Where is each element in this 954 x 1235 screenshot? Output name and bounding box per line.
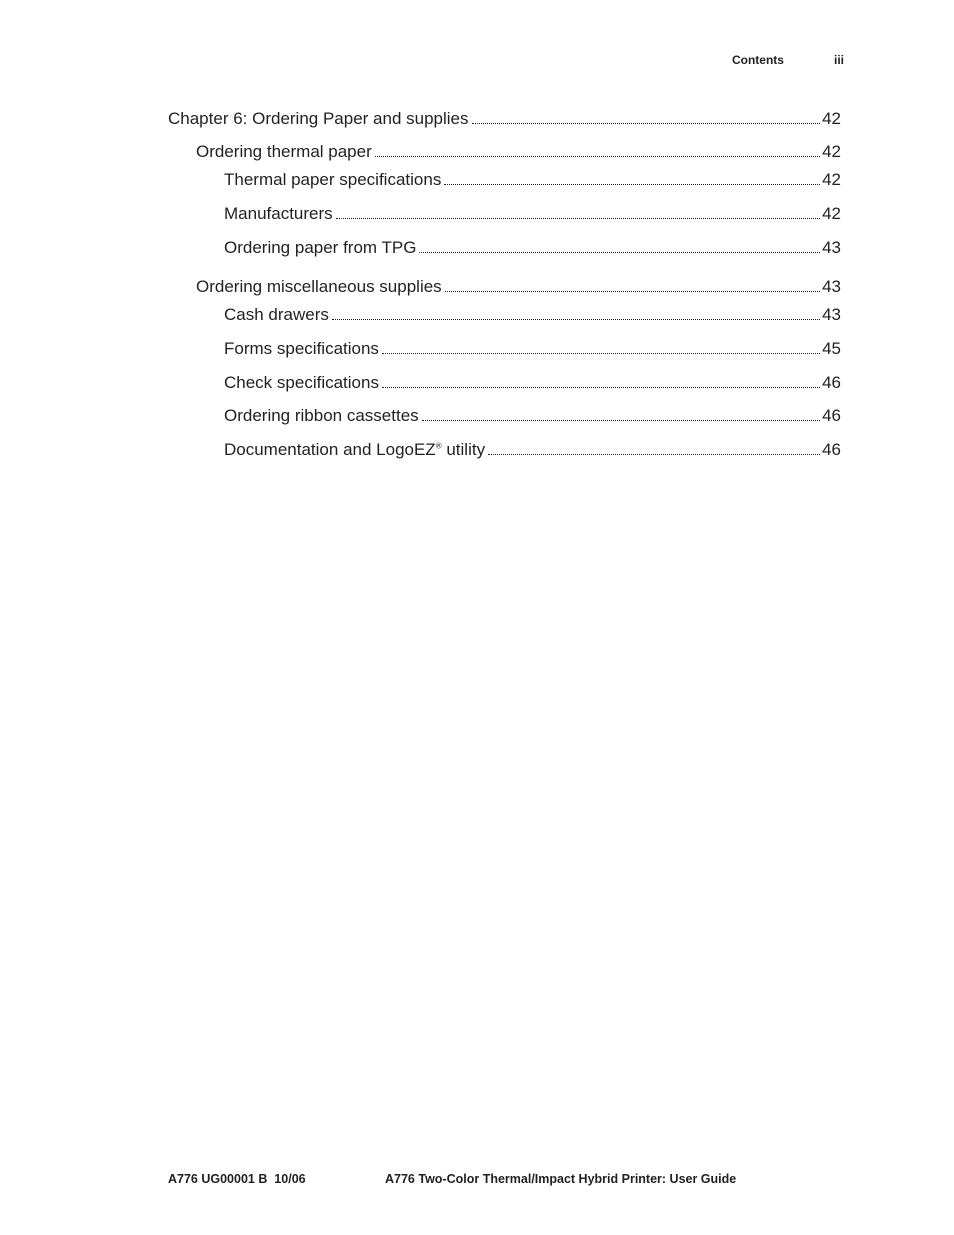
toc-entry-label: Ordering ribbon cassettes	[224, 406, 419, 425]
toc-entry-ordering-paper-from-tpg[interactable]	[224, 237, 841, 259]
toc-dot-leader	[419, 252, 820, 253]
toc-entry-page: 43	[822, 277, 841, 296]
toc-entry-page: 46	[822, 406, 841, 425]
toc-entry-page: 42	[822, 109, 841, 128]
toc-entry-label: Chapter 6: Ordering Paper and supplies	[168, 109, 469, 128]
running-footer	[168, 1172, 737, 1186]
running-header	[732, 53, 844, 67]
toc-entry-ordering-miscellaneous-supplies[interactable]	[196, 276, 841, 298]
toc-entry-ordering-ribbon-cassettes[interactable]	[224, 405, 841, 427]
toc-entry-label: Thermal paper specifications	[224, 170, 442, 189]
toc-entry-ordering-thermal-paper[interactable]	[196, 141, 841, 163]
header-page-number: iii	[833, 53, 844, 67]
toc-entry-manufacturers[interactable]	[224, 203, 841, 225]
toc-dot-leader	[375, 156, 820, 157]
toc-dot-leader	[444, 184, 820, 185]
toc-entry-page: 45	[822, 339, 841, 358]
toc-entry-label: Ordering miscellaneous supplies	[196, 277, 442, 296]
toc-dot-leader	[382, 353, 820, 354]
toc-entry-label: Manufacturers	[224, 204, 333, 223]
footer-doc-title: A776 Two-Color Thermal/Impact Hybrid Printer: User Guide	[385, 1172, 737, 1186]
toc-entry-label: Cash drawers	[224, 305, 329, 324]
toc-entry-page: 46	[822, 440, 841, 459]
toc-entry-label: Ordering paper from TPG	[224, 238, 417, 257]
toc-entry-label-main: Documentation and LogoEZ	[224, 440, 436, 459]
toc-entry-label: Forms specifications	[224, 339, 379, 358]
toc-dot-leader	[382, 387, 820, 388]
toc-entry-page: 46	[822, 373, 841, 392]
footer-doc-code: A776 UG00001 B 10/06	[168, 1172, 306, 1186]
toc-entry-cash-drawers[interactable]	[224, 304, 841, 326]
toc-entry-thermal-paper-specifications[interactable]	[224, 169, 841, 191]
registered-mark: ®	[435, 441, 442, 451]
toc-dot-leader	[336, 218, 820, 219]
toc-entry-label: Check specifications	[224, 373, 379, 392]
toc-entry-page: 43	[822, 305, 841, 324]
toc-dot-leader	[472, 123, 821, 124]
header-section-title: Contents	[731, 53, 784, 67]
toc-entry-label-suffix: utility	[441, 440, 486, 459]
toc-entry-documentation-and-logoez-utility[interactable]	[224, 439, 841, 461]
toc-dot-leader	[422, 420, 820, 421]
toc-entry-label: Ordering thermal paper	[196, 142, 372, 161]
toc-dot-leader	[332, 319, 820, 320]
toc-entry-page: 42	[822, 142, 841, 161]
toc-entry-label	[224, 439, 488, 461]
toc-entry-chapter-6[interactable]	[168, 108, 841, 130]
toc-entry-page: 42	[822, 204, 841, 223]
toc-dot-leader	[488, 454, 820, 455]
toc-entry-check-specifications[interactable]	[224, 372, 841, 394]
toc-entry-page: 43	[822, 238, 841, 257]
toc-dot-leader	[445, 291, 820, 292]
toc-entry-forms-specifications[interactable]	[224, 338, 841, 360]
toc-entry-page: 42	[822, 170, 841, 189]
